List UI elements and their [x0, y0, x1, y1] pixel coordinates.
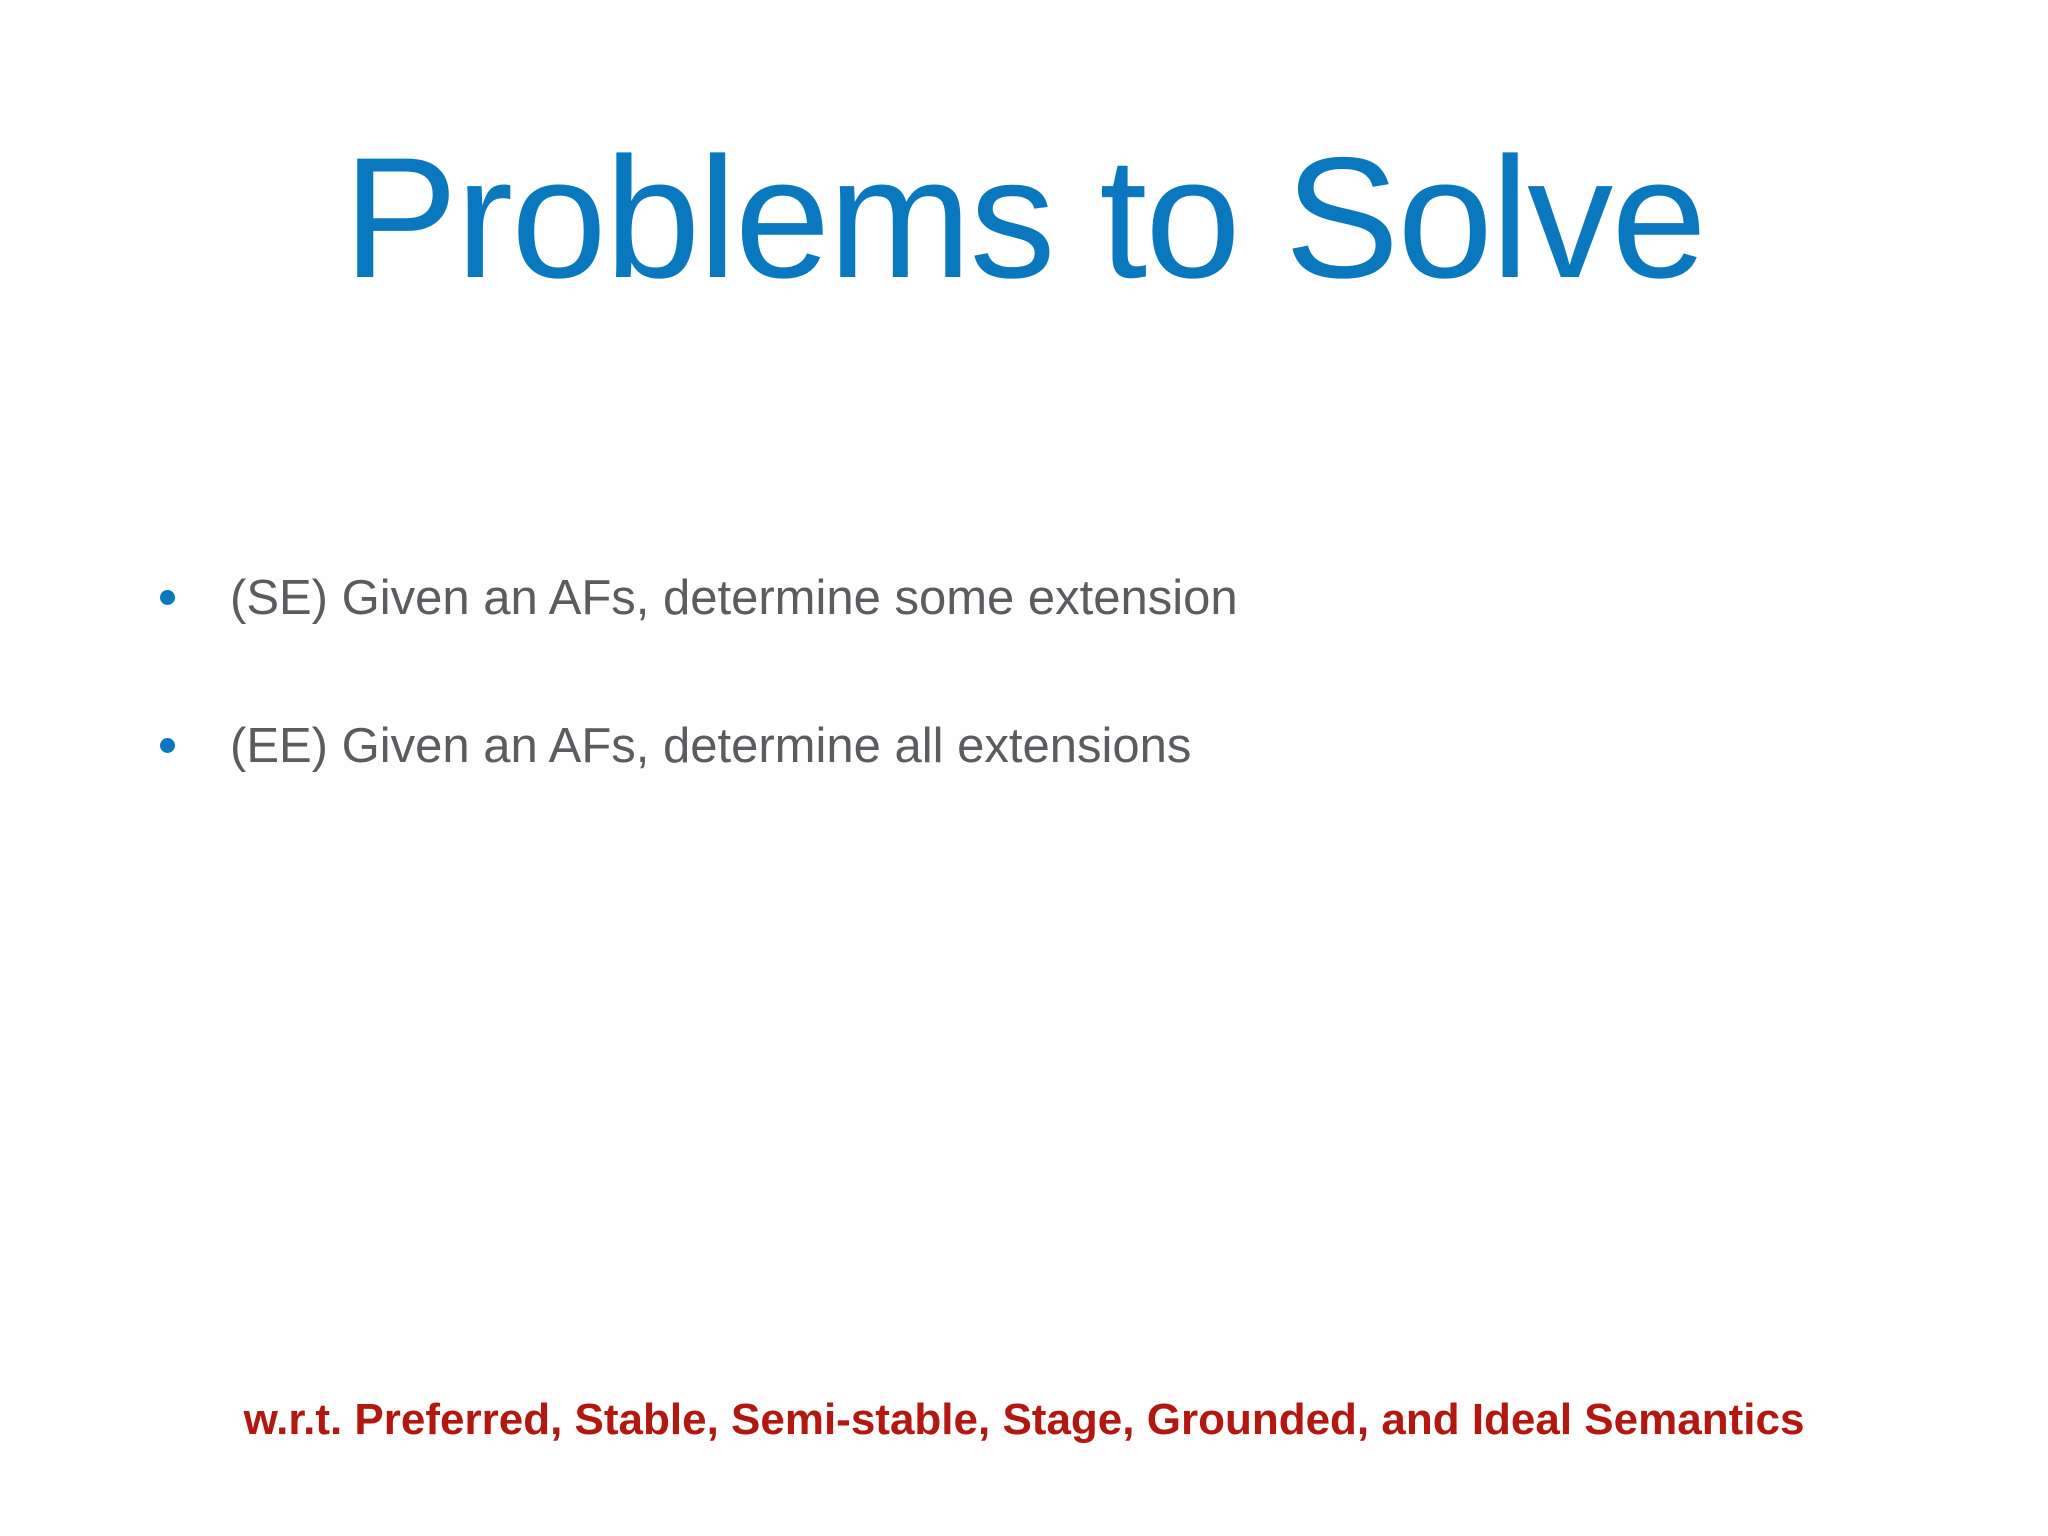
bullet-dot-icon: [160, 738, 175, 753]
bullet-list: [160, 565, 1238, 861]
bullet-dot-icon: [160, 590, 175, 605]
bullet-item-se: [160, 565, 1238, 713]
bullet-text: (EE) Given an AFs, determine all extensions: [230, 719, 1192, 773]
semantics-footer: w.r.t. Preferred, Stable, Semi-stable, Stage, Grounded, and Ideal Semantics: [243, 1395, 1805, 1444]
slide-title: Problems to Solve: [343, 122, 1705, 314]
bullet-text: (SE) Given an AFs, determine some extension: [230, 571, 1238, 625]
bullet-item-ee: [160, 713, 1238, 861]
